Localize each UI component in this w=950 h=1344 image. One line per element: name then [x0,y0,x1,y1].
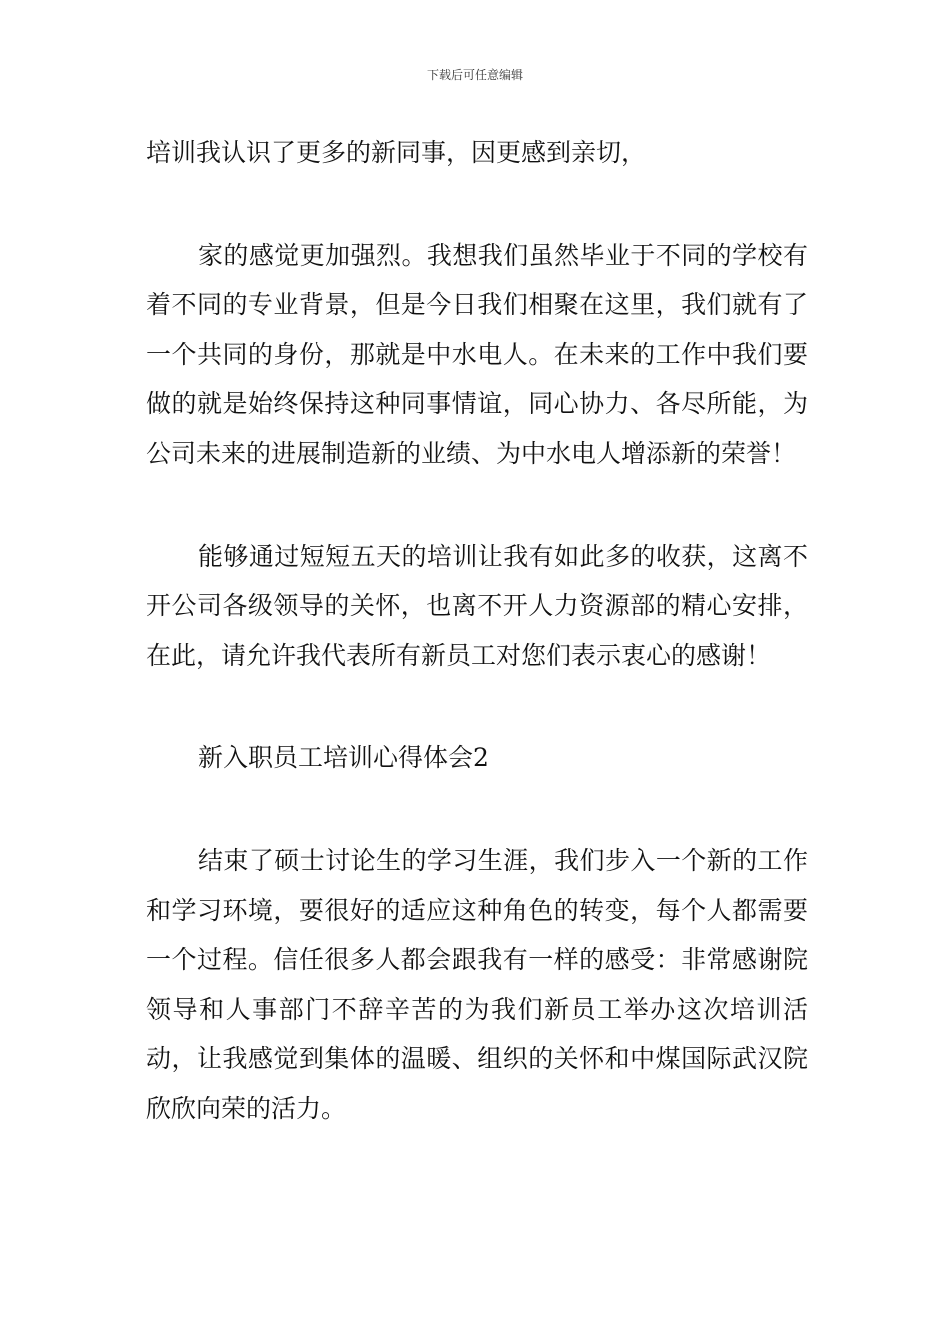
paragraph-thanks: 能够通过短短五天的培训让我有如此多的收获，这离不开公司各级领导的关怀，也离不开人力资源部的精心安排，在此，请允许我代表所有新员工对您们表示衷心的感谢！ [146,541,808,670]
paragraph-new-environment: 结束了硕士讨论生的学习生涯，我们步入一个新的工作和学习环境，要很好的适应这种角色的转变，每个人都需要一个过程。信任很多人都会跟我有一样的感受：非常感谢院领导和人事部门不辞辛苦的为我们新员工举办这次培训活动，让我感觉到集体的温暖、组织的关怀和中煤国际武汉院欣欣向荣的活力。 [146,845,808,1123]
paragraph-gap [146,479,808,532]
paragraph-gap [146,783,808,836]
section-title: 新入职员工培训心得体会2 [198,743,489,773]
header-note: 下载后可任意编辑 [426,68,523,82]
document-body [146,128,808,1134]
paragraph-home-feeling: 家的感觉更加强烈。我想我们虽然毕业于不同的学校有着不同的专业背景，但是今日我们相聚在这里，我们就有了一个共同的身份，那就是中水电人。在未来的工作中我们要做的就是始终保持这种同事情谊，同心协力、各尽所能，为公司未来的进展制造新的业绩、为中水电人增添新的荣誉！ [146,240,808,468]
paragraph-gap [146,178,808,231]
paragraph-gap [146,680,808,733]
paragraph-continuation: 培训我认识了更多的新同事，因更感到亲切， [146,138,647,167]
